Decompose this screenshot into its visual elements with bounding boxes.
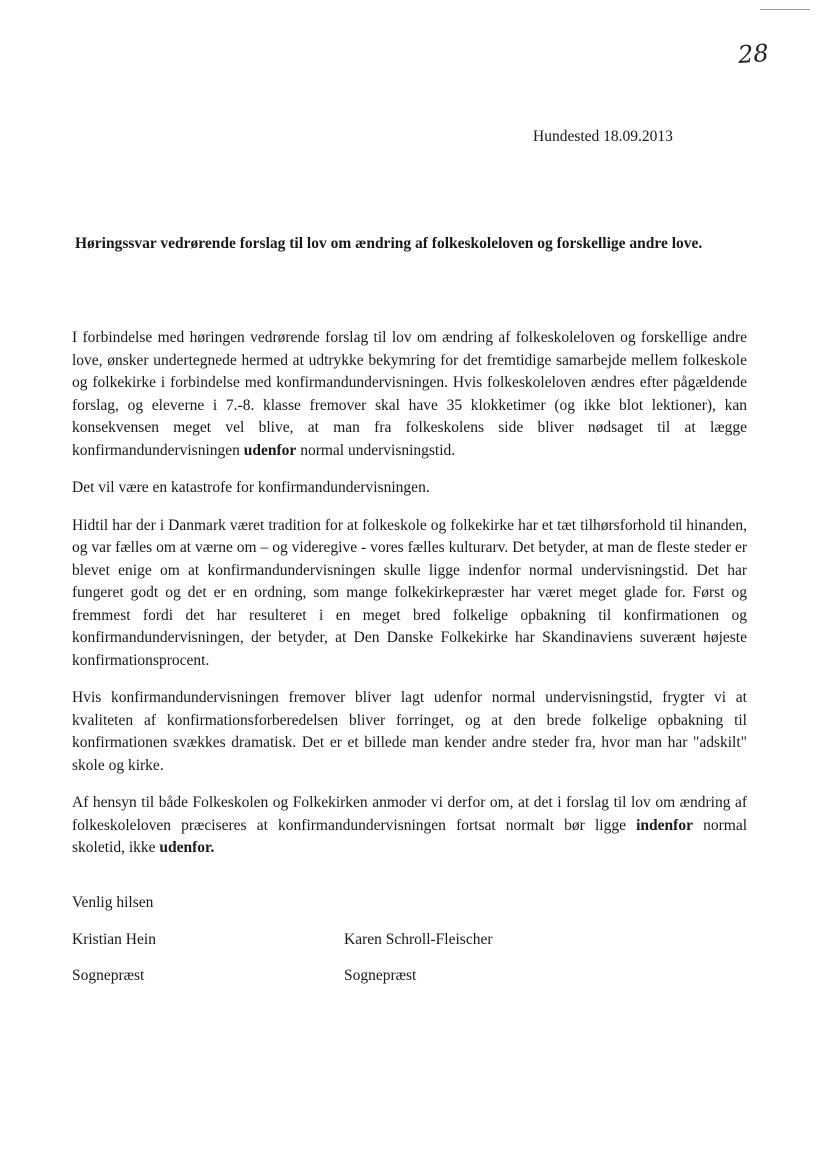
paragraph-1-text: I forbindelse med høringen vedrørende forslag til lov om ændring af folkeskoleloven og forskellige andre love, ønsker undertegnede hermed at udtrykke bekymring for det fremtidige samarbejde mellem folkeskole og folkekirke i forbindelse med konfirmandundervisningen. Hvis folkeskoleloven ændres efter pågældende forslag, og eleverne i 7.-8. klasse fremover skal have 35 klokketimer (og ikke blot lektioner), kan konsekvensen meget vel blive, at man fra folkeskolens side bliver nødsaget til at lægge konfirmandundervisningen [72,329,747,459]
paragraph-2: Det vil være en katastrofe for konfirmandundervisningen. [72,479,430,496]
signatory-name: Kristian Hein [72,931,156,948]
signatory-title: Sognepræst [344,967,417,984]
paragraph-3: Hidtil har der i Danmark været tradition for at folkeskole og folkekirke har et tæt tilhørsforhold til hinanden, og var fælles om at værne om – og videregive - vores fælles kulturarv. Det betyder, at man de fleste steder er blevet enige om at konfirmandundervisningen skulle ligge indenfor normal undervisningstid. Det har fungeret godt og det er en ordning, som mange folkekirkepræster har været meget glade for. Først og fremmest fordi det har resulteret i en meget bred folkelige opbakning til konfirmationen og konfirmandundervisningen, der betyder, at Den Danske Folkekirke har Skandinaviens suverænt højeste konfirmationsprocent. [72,516,747,669]
closing-salutation: Venlig hilsen [72,894,154,911]
paragraph-5-emphasis-1: indenfor [636,816,693,834]
paragraph-5-text: Af hensyn til både Folkeskolen og Folkekirken anmoder vi derfor om, at det i forslag til lov om ændring af folkeskoleloven præciseres at konfirmandundervisningen fortsat normalt bør ligge [72,794,747,834]
paragraph-1-tail: normal undervisningstid. [296,441,456,459]
handwritten-page-number: 28 [737,38,770,70]
paragraph-1-emphasis: udenfor [243,441,297,459]
corner-mark [760,9,810,10]
paragraph-4: Hvis konfirmandundervisningen fremover bliver lagt udenfor normal undervisningstid, frygter vi at kvaliteten af konfirmationsforberedelsen bliver forringet, og at den brede folkelige opbakning til konfirmationen svækkes dramatisk. Det er et billede man kender andre steder fra, hvor man har "adskilt" skole og kirke. [72,689,747,774]
paragraph-1 [72,327,747,462]
paragraph-5-middle: normal skoletid, ikke [72,816,748,856]
letter-body [72,327,747,875]
signatory-name: Karen Schroll-Fleischer [344,931,493,948]
letter-subject: Høringssvar vedrørende forslag til lov om ændring af folkeskoleloven og forskellige andre love. [75,235,703,252]
paragraph-5-emphasis-2: udenfor. [159,839,215,856]
letter-date: Hundested 18.09.2013 [533,128,673,145]
signatory-title: Sognepræst [72,967,145,984]
paragraph-5 [72,792,747,860]
